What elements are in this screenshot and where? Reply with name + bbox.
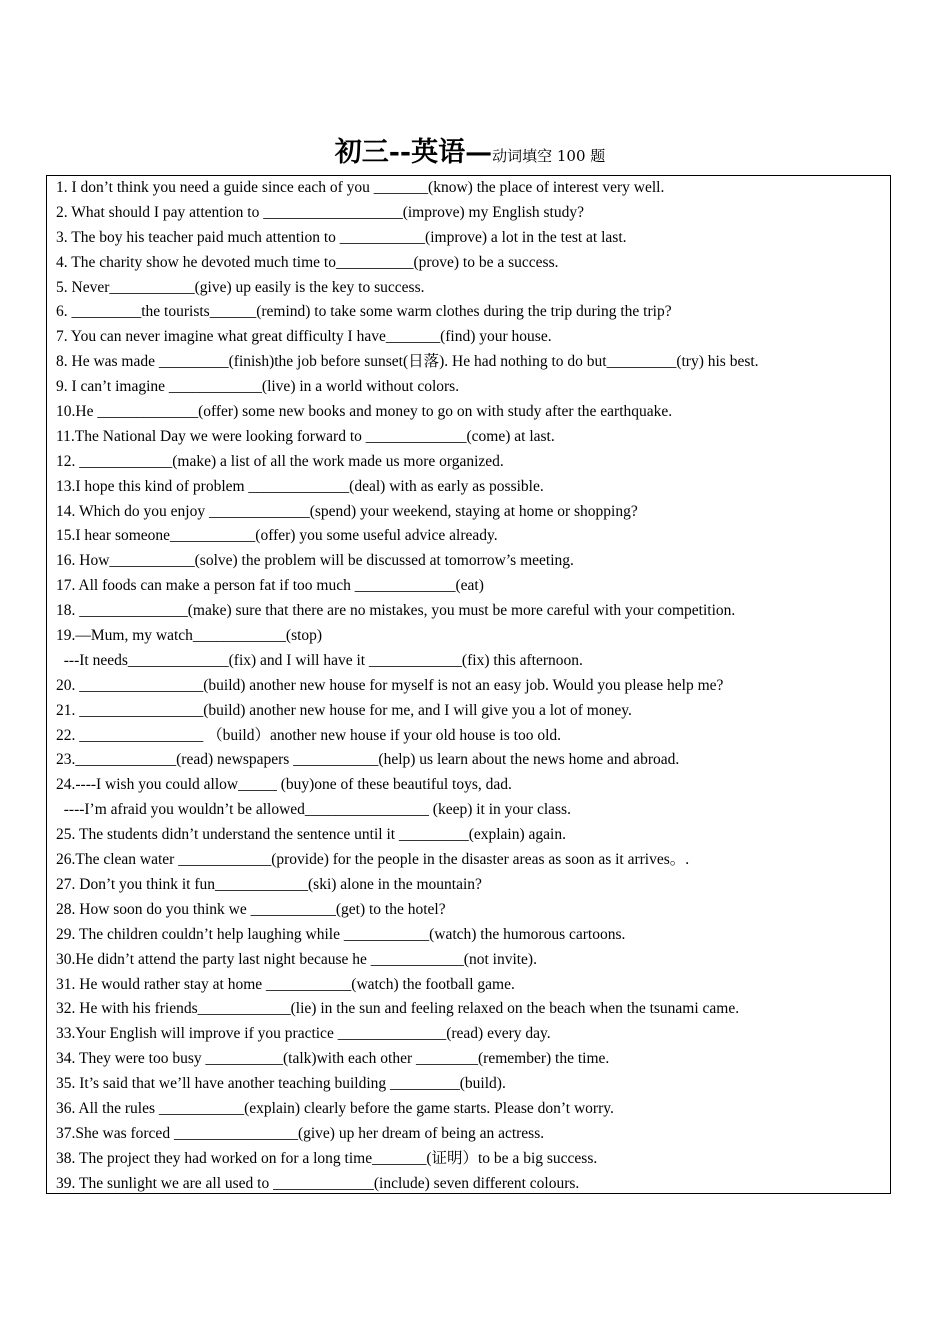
exercise-line: 28. How soon do you think we ___________(get) to the hotel? <box>56 900 446 918</box>
page-title <box>0 130 940 169</box>
exercise-line: 11.The National Day we were looking forward to _____________(come) at last. <box>56 427 555 445</box>
exercise-line: 17. All foods can make a person fat if too much _____________(eat) <box>56 577 484 595</box>
exercise-line: 18. ______________(make) sure that there are no mistakes, you must be more careful with your competition. <box>56 602 736 620</box>
exercise-line: 38. The project they had worked on for a long time_______(证明）to be a big success. <box>56 1149 598 1167</box>
exercise-line: 39. The sunlight we are all used to _____________(include) seven different colours. <box>56 1174 580 1192</box>
exercise-line: 10.He _____________(offer) some new books and money to go on with study after the earthquake. <box>56 403 673 421</box>
exercise-line: 25. The students didn’t understand the sentence until it _________(explain) again. <box>56 826 566 844</box>
exercise-line: 5. Never___________(give) up easily is the key to success. <box>56 278 425 296</box>
exercise-line: 24.----I wish you could allow_____ (buy)one of these beautiful toys, dad. <box>56 776 512 794</box>
exercise-line: 1. I don’t think you need a guide since each of you _______(know) the place of interest very well. <box>56 179 665 196</box>
exercise-line: 20. ________________(build) another new house for myself is not an easy job. Would you please help me? <box>56 676 724 694</box>
exercise-line: 2. What should I pay attention to __________________(improve) my English study? <box>56 203 584 221</box>
exercise-line: 30.He didn’t attend the party last night because he ____________(not invite). <box>56 950 537 968</box>
exercise-line: 8. He was made _________(finish)the job before sunset(日落). He had nothing to do but_________(try) his best. <box>56 353 759 371</box>
title-subtitle: 动词填空 100 题 <box>492 147 606 165</box>
exercise-line: 19.—Mum, my watch____________(stop) <box>56 627 323 645</box>
exercise-line: 23._____________(read) newspapers ___________(help) us learn about the news home and abroad. <box>56 751 680 769</box>
exercise-line: 14. Which do you enjoy _____________(spend) your weekend, staying at home or shopping? <box>56 502 638 520</box>
exercise-line: ---It needs_____________(fix) and I will have it ____________(fix) this afternoon. <box>56 651 583 669</box>
exercise-line: 32. He with his friends____________(lie) in the sun and feeling relaxed on the beach when the tsunami came. <box>56 1000 740 1018</box>
exercise-line: 37.She was forced ________________(give) up her dream of being an actress. <box>56 1124 545 1142</box>
exercise-line: 9. I can’t imagine ____________(live) in a world without colors. <box>56 378 460 396</box>
exercise-line: 6. _________the tourists______(remind) to take some warm clothes during the trip during the trip? <box>56 303 672 321</box>
exercise-line: 13.I hope this kind of problem _____________(deal) with as early as possible. <box>56 477 544 495</box>
exercise-line: 33.Your English will improve if you practice ______________(read) every day. <box>56 1025 551 1043</box>
exercise-line: 22. ________________ （build）another new house if your old house is too old. <box>56 726 561 744</box>
exercise-line: 3. The boy his teacher paid much attention to ___________(improve) a lot in the test at last. <box>56 228 627 246</box>
exercise-line: 21. ________________(build) another new house for me, and I will give you a lot of money. <box>56 701 632 719</box>
title-main: 初三--英语— <box>334 137 493 168</box>
exercise-line: 7. You can never imagine what great difficulty I have_______(find) your house. <box>56 328 552 346</box>
exercise-line: 36. All the rules ___________(explain) clearly before the game starts. Please don’t worry. <box>56 1099 614 1117</box>
exercise-list <box>56 176 886 1197</box>
exercise-line: 15.I hear someone___________(offer) you some useful advice already. <box>56 527 498 545</box>
exercise-line: 12. ____________(make) a list of all the work made us more organized. <box>56 452 504 470</box>
exercise-line: 31. He would rather stay at home ___________(watch) the football game. <box>56 975 515 993</box>
exercise-box <box>46 175 891 1194</box>
exercise-line: 4. The charity show he devoted much time to__________(prove) to be a success. <box>56 253 559 271</box>
exercise-line: 29. The children couldn’t help laughing while ___________(watch) the humorous cartoons. <box>56 925 626 943</box>
exercise-line: 34. They were too busy __________(talk)with each other ________(remember) the time. <box>56 1050 610 1068</box>
exercise-line: 35. It’s said that we’ll have another teaching building _________(build). <box>56 1075 506 1093</box>
exercise-line: 16. How___________(solve) the problem will be discussed at tomorrow’s meeting. <box>56 552 574 570</box>
exercise-line: 27. Don’t you think it fun____________(ski) alone in the mountain? <box>56 875 482 893</box>
exercise-line: 26.The clean water ____________(provide) for the people in the disaster areas as soon as it arrives。. <box>56 851 690 869</box>
exercise-line: ----I’m afraid you wouldn’t be allowed________________ (keep) it in your class. <box>56 801 571 819</box>
